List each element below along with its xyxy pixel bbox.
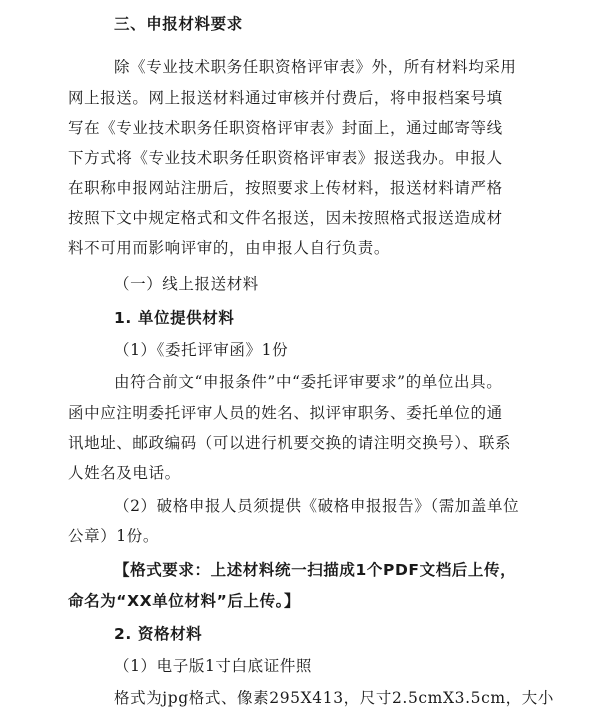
item2-sub1-heading: （1）电子版1寸白底证件照 — [114, 657, 313, 675]
paragraph-line: 格式为jpg格式、像素295X413，尺寸2.5cmX3.5cm，大小 — [114, 689, 554, 707]
format-requirement-line: 【格式要求：上述材料统一扫描成1个PDF文档后上传， — [114, 561, 517, 579]
paragraph-line: 讯地址、邮政编码（可以进行机要交换的请注明交换号）、联系 — [68, 434, 512, 452]
paragraph-line: 除《专业技术职务任职资格评审表》外，所有材料均采用 — [114, 58, 517, 76]
paragraph-line: 按照下文中规定格式和文件名报送，因未按照格式报送造成材 — [68, 209, 503, 227]
paragraph-line: 人姓名及电话。 — [68, 464, 181, 482]
paragraph-line: 网上报送。网上报送材料通过审核并付费后，将申报档案号填 — [68, 89, 503, 107]
subsection-heading-online: （一）线上报送材料 — [114, 275, 259, 293]
item1-sub2-line: 公章）1份。 — [68, 527, 159, 545]
paragraph-line: 写在《专业技术职务任职资格评审表》封面上，通过邮寄等线 — [68, 119, 503, 137]
item2-heading: 2. 资格材料 — [114, 625, 203, 643]
item1-heading: 1. 单位提供材料 — [114, 309, 235, 327]
paragraph-line: 在职称申报网站注册后，按照要求上传材料，报送材料请严格 — [68, 179, 503, 197]
paragraph-line: 函中应注明委托评审人员的姓名、拟评审职务、委托单位的通 — [68, 404, 503, 422]
format-requirement-line: 命名为“XX单位材料”后上传。】 — [68, 592, 301, 610]
paragraph-line: 由符合前文“申报条件”中“委托评审要求”的单位出具。 — [114, 373, 503, 391]
paragraph-line: 料不可用而影响评审的，由申报人自行负责。 — [68, 239, 391, 257]
item1-sub1-heading: （1）《委托评审函》1份 — [114, 341, 289, 359]
paragraph-line: 下方式将《专业技术职务任职资格评审表》报送我办。申报人 — [68, 149, 503, 167]
item1-sub2-line: （2）破格申报人员须提供《破格申报报告》（需加盖单位 — [114, 497, 520, 515]
section-heading: 三、申报材料要求 — [114, 15, 243, 33]
